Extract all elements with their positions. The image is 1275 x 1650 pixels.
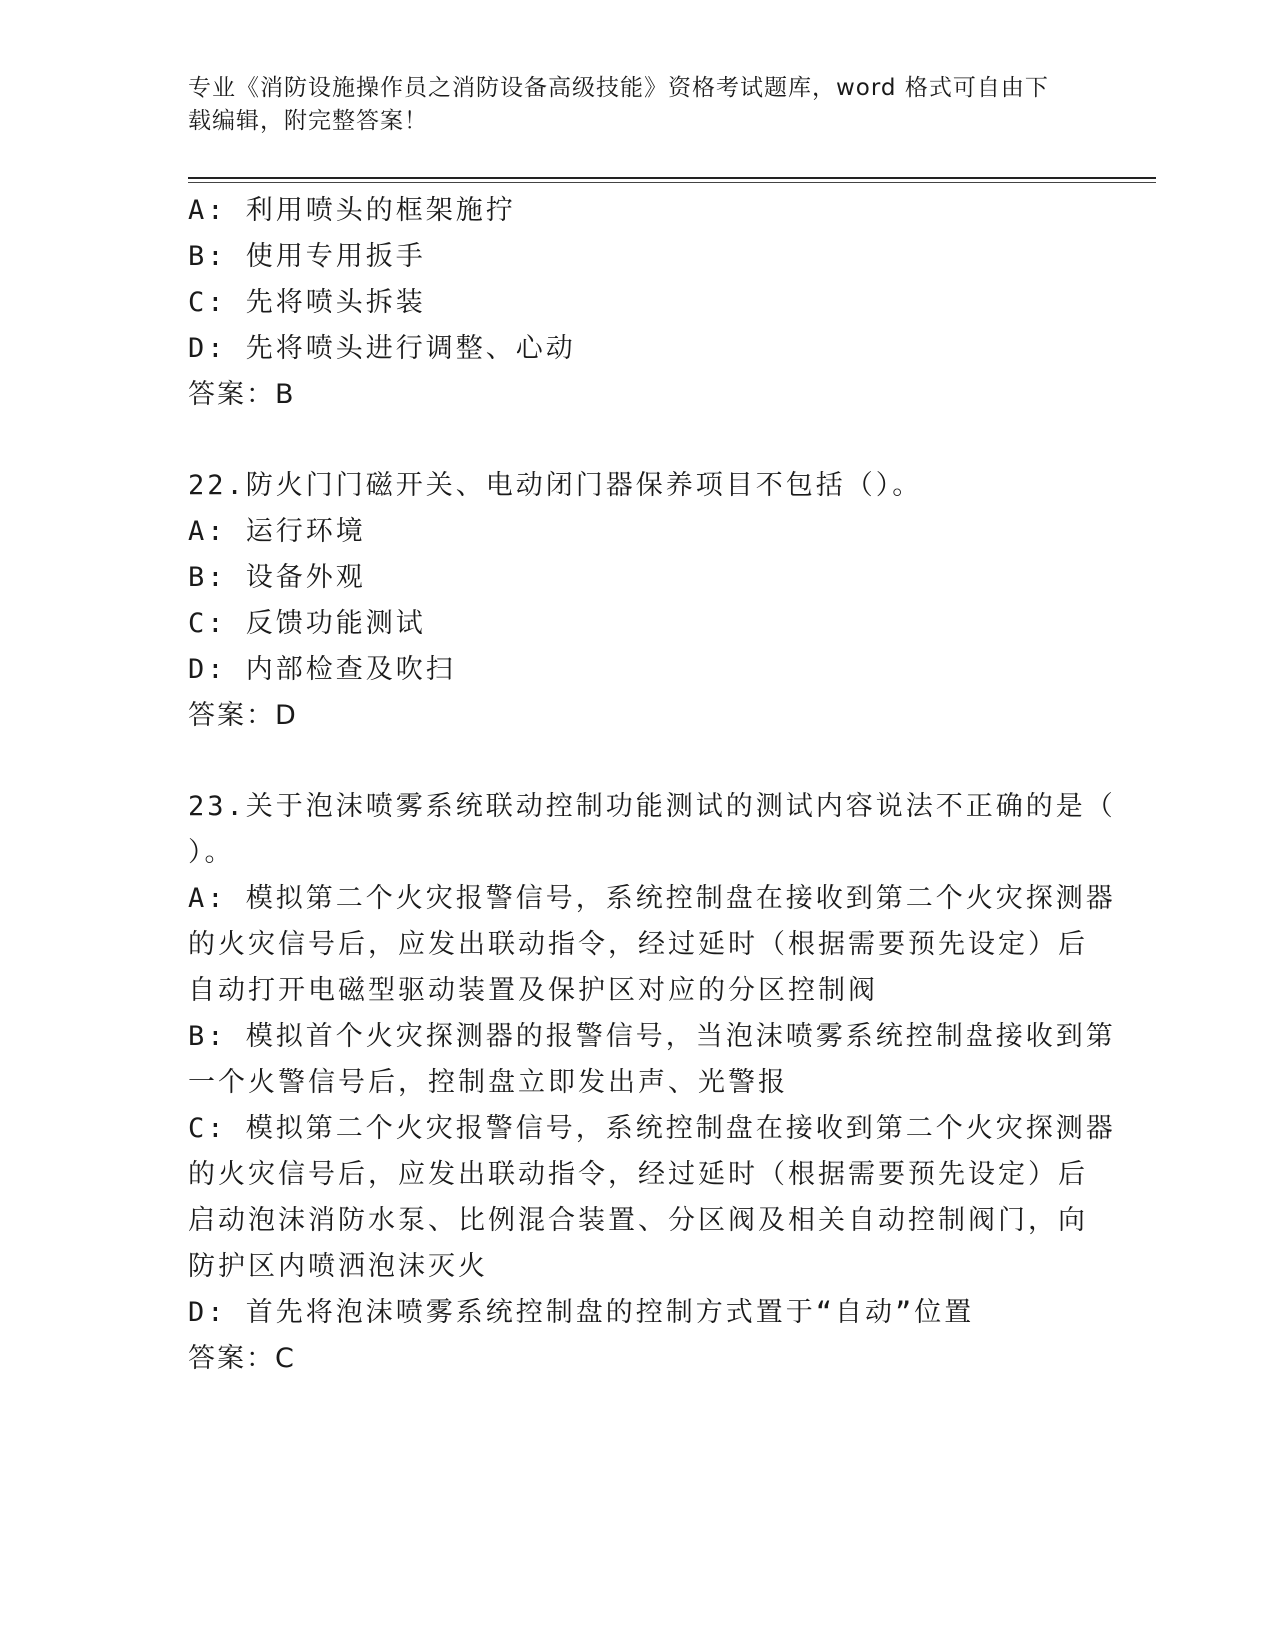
q23-answer-value: C: [275, 1343, 295, 1374]
document-header: [188, 72, 1068, 138]
q22-option-a: A: 运行环境: [188, 516, 366, 547]
q23-option-c-line-3: 启动泡沫消防水泵、比例混合装置、分区阀及相关自动控制阀门，向: [188, 1205, 1088, 1236]
q23-question-line-1: 23.关于泡沫喷雾系统联动控制功能测试的测试内容说法不正确的是（: [188, 791, 1116, 822]
q23-answer: [188, 1336, 1088, 1382]
header-line-2: 载编辑，附完整答案！: [188, 108, 428, 134]
q22-option-b: B: 设备外观: [188, 562, 366, 593]
q21-answer: [188, 372, 1088, 418]
q23-option-d-line-1: D: 首先将泡沫喷雾系统控制盘的控制方式置于“自动”位置: [188, 1297, 975, 1328]
header-divider-thin: [188, 182, 1156, 183]
q21-option-b: B: 使用专用扳手: [188, 241, 426, 272]
question-content: [188, 188, 1116, 1382]
spacer: [188, 418, 1088, 463]
q21-option-d: D: 先将喷头进行调整、心动: [188, 333, 576, 364]
q23-option-b-line-1: B: 模拟首个火灾探测器的报警信号，当泡沫喷雾系统控制盘接收到第: [188, 1021, 1116, 1052]
q22-answer-value: D: [275, 700, 297, 731]
q23-option-b-line-2: 一个火警信号后，控制盘立即发出声、光警报: [188, 1067, 788, 1098]
q22-answer-label: 答案：: [188, 700, 275, 731]
q23-option-a-line-2: 的火灾信号后，应发出联动指令，经过延时（根据需要预先设定）后: [188, 929, 1088, 960]
q23-option-a-line-3: 自动打开电磁型驱动装置及保护区对应的分区控制阀: [188, 975, 878, 1006]
q21-answer-value: B: [275, 379, 295, 410]
q23-option-a-line-1: A: 模拟第二个火灾报警信号，系统控制盘在接收到第二个火灾探测器: [188, 883, 1116, 914]
header-line-1: 专业《消防设施操作员之消防设备高级技能》资格考试题库，word 格式可自由下: [188, 75, 1049, 101]
q22-answer: [188, 693, 1088, 739]
q22-question: 22.防火门门磁开关、电动闭门器保养项目不包括（）。: [188, 470, 923, 501]
question-23-block: [188, 784, 1116, 1382]
question-22-block: [188, 463, 1088, 739]
q21-answer-label: 答案：: [188, 379, 275, 410]
question-21-block: [188, 188, 1088, 418]
q21-option-a: A: 利用喷头的框架施拧: [188, 195, 516, 226]
q23-option-c-line-1: C: 模拟第二个火灾报警信号，系统控制盘在接收到第二个火灾探测器: [188, 1113, 1116, 1144]
header-divider-thick: [188, 177, 1156, 179]
q23-question-line-2: ）。: [188, 837, 235, 868]
q22-option-c: C: 反馈功能测试: [188, 608, 426, 639]
q23-option-c-line-4: 防护区内喷洒泡沫灭火: [188, 1251, 488, 1282]
spacer: [188, 739, 1088, 784]
q21-option-c: C: 先将喷头拆装: [188, 287, 426, 318]
q23-option-c-line-2: 的火灾信号后，应发出联动指令，经过延时（根据需要预先设定）后: [188, 1159, 1088, 1190]
q22-option-d: D: 内部检查及吹扫: [188, 654, 456, 685]
q23-answer-label: 答案：: [188, 1343, 275, 1374]
